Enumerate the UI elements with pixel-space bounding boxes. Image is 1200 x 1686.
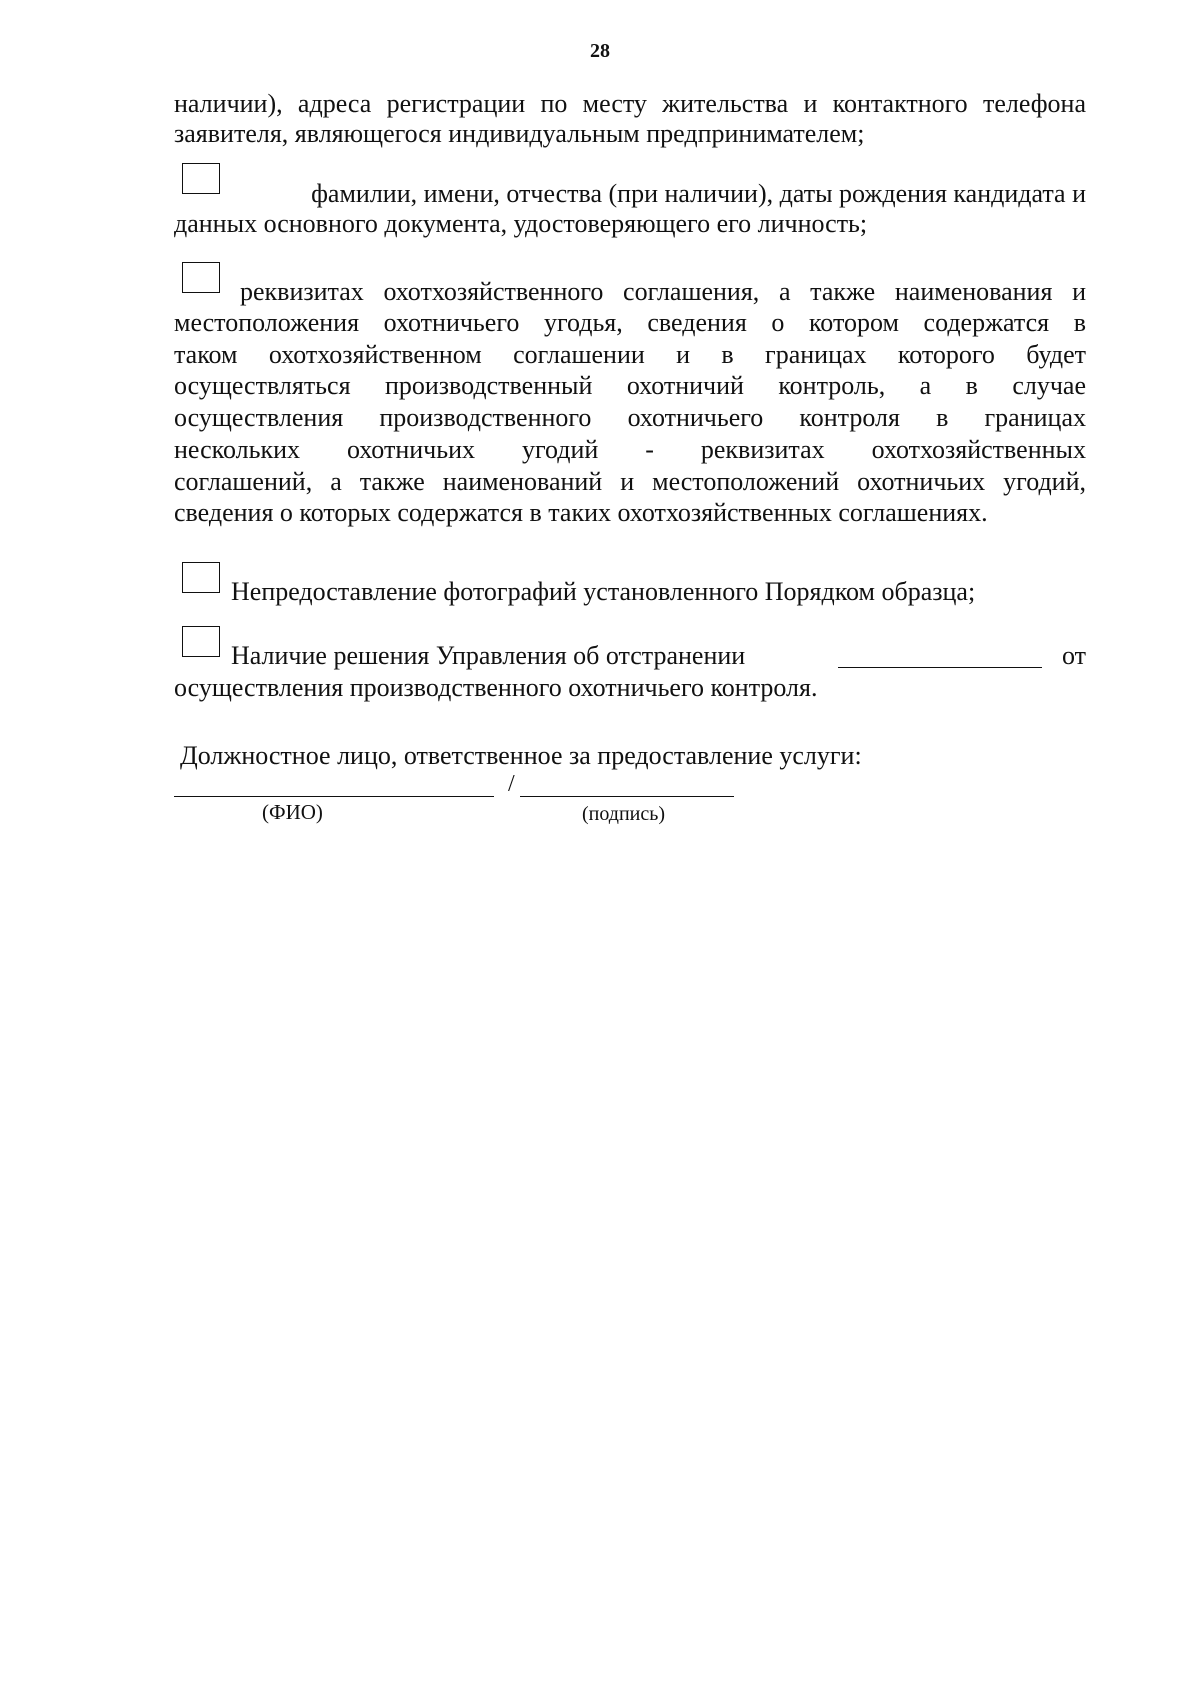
paragraph-line: заявителя, являющегося индивидуальным предпринимателем;: [174, 119, 865, 148]
option-2-line: осуществляться производственный охотничий контроль, а в случае: [174, 371, 1086, 400]
signature-title: Должностное лицо, ответственное за предоставление услуги:: [180, 741, 862, 770]
signature-caption: (подпись): [582, 803, 666, 825]
option-1-checkbox[interactable]: [182, 163, 220, 194]
option-2-checkbox[interactable]: [182, 262, 220, 293]
option-1-line: фамилии, имени, отчества (при наличии), даты рождения кандидата и: [311, 179, 1086, 208]
name-line[interactable]: [174, 796, 494, 797]
option-4-checkbox[interactable]: [182, 626, 220, 657]
option-2-line: осуществления производственного охотничьего контроля в границах: [174, 403, 1086, 432]
page-number: 28: [590, 40, 610, 62]
paragraph-line: наличии), адреса регистрации по месту жительства и контактного телефона: [174, 89, 1086, 118]
name-caption: (ФИО): [262, 800, 323, 824]
option-2-line: реквизитах охотхозяйственного соглашения, а также наименования и: [240, 277, 1086, 306]
option-3-checkbox[interactable]: [182, 562, 220, 593]
option-1-line: данных основного документа, удостоверяющего его личность;: [174, 209, 868, 238]
option-2-line: сведения о которых содержатся в таких охотхозяйственных соглашениях.: [174, 498, 988, 527]
option-2-line: местоположения охотничьего угодья, сведения о котором содержатся в: [174, 308, 1086, 337]
option-2-line: нескольких охотничьих угодий - реквизитах охотхозяйственных: [174, 435, 1086, 464]
signature-line[interactable]: [520, 796, 734, 797]
option-4-blank-line[interactable]: [838, 667, 1042, 668]
option-4-line: Наличие решения Управления об отстранении: [231, 641, 746, 670]
option-4-line: осуществления производственного охотничьего контроля.: [174, 673, 818, 702]
option-2-line: соглашений, а также наименований и местоположений охотничьих угодий,: [174, 467, 1086, 496]
option-3-line: Непредоставление фотографий установленного Порядком образца;: [231, 577, 976, 606]
option-4-line: от: [1061, 641, 1086, 670]
option-2-line: таком охотхозяйственном соглашении и в границах которого будет: [174, 340, 1086, 369]
signature-separator: /: [508, 771, 515, 797]
